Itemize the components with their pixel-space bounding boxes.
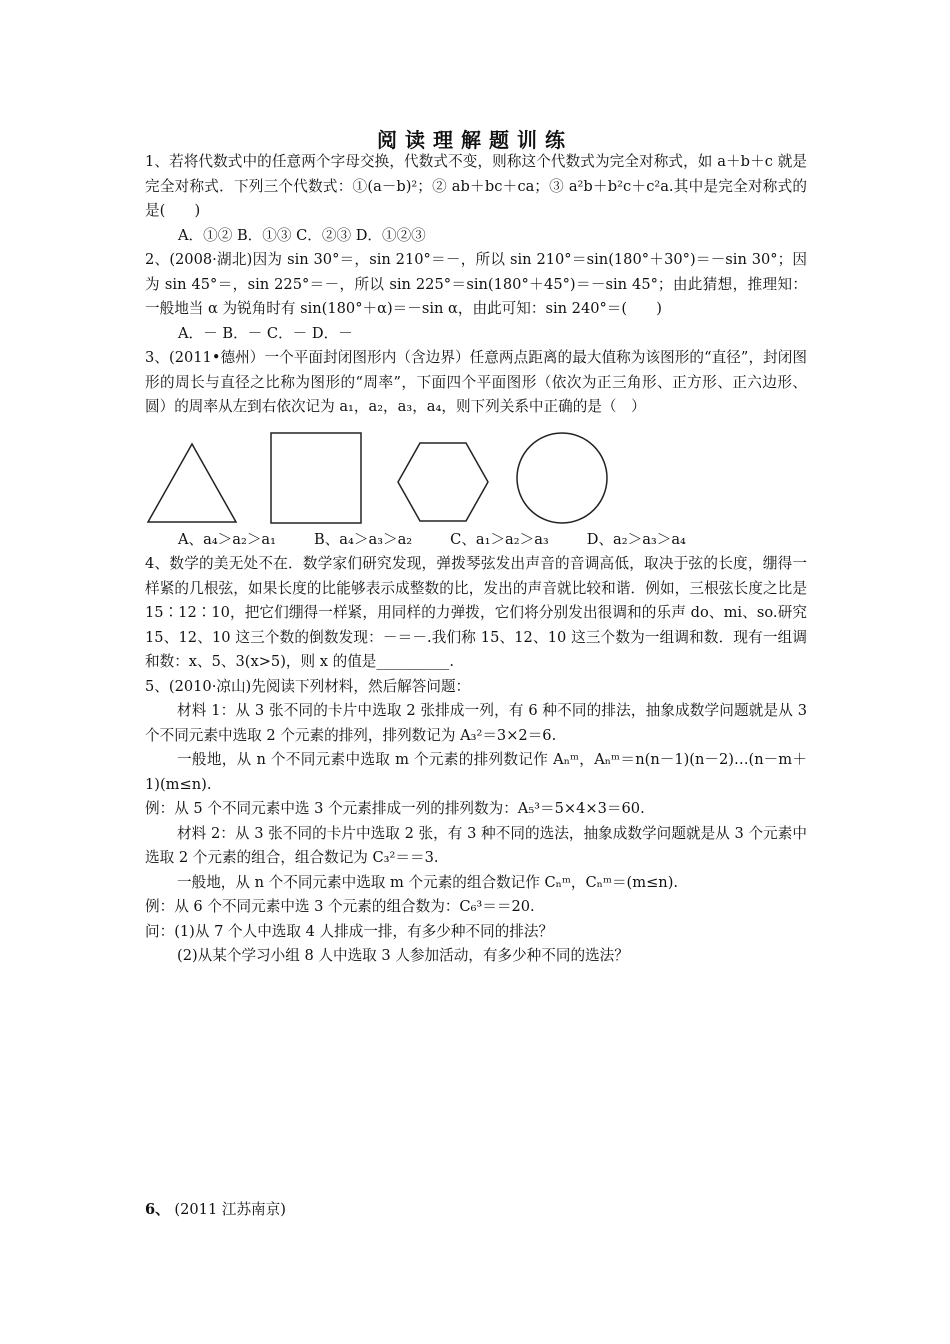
question-5-ask-1: 问：(1)从 7 个人中选取 4 人排成一排，有多少种不同的排法？ [145, 922, 554, 940]
option-c: C、a₁＞a₂＞a₃ [450, 530, 549, 548]
question-5-intro: 5、(2010·凉山)先阅读下列材料，然后解答问题： [145, 677, 471, 695]
question-2-text: 2、(2008·湖北)因为 sin 30°＝，sin 210°＝－，所以 sin 210°＝sin(180°＋30°)＝－sin 30°；因为 sin 45°＝，sin 225°＝－，所以 sin 225°＝sin(180°＋45°)＝－sin 45°；由此猜想，推理知：一般地当 α 为锐角时有 sin(180°＋α)＝－sin α，由此可知：sin 240°＝( ) [145, 251, 807, 317]
option-d: D、a₂＞a₃＞a₄ [586, 530, 686, 548]
material-2: 材料 2：从 3 张不同的卡片中选取 2 张，有 3 种不同的选法，抽象成数学问题就是从 3 个元素中选取 2 个元素的组合，组合数记为 C₃²＝＝3. [145, 824, 807, 866]
question-6-text: (2011 江苏南京) [174, 1201, 286, 1218]
circle-figure [514, 430, 610, 526]
triangle-figure [145, 440, 239, 526]
question-4-text: 4、数学的美无处不在．数学家们研究发现，弹拨琴弦发出声音的音调高低，取决于弦的长度，绷得一样紧的几根弦，如果长度的比能够表示成整数的比，发出的声音就比较和谐．例如，三根弦长度之比是 15∶12∶10，把它们绷得一样紧，用同样的力弹拨，它们将分别发出很调和的乐声 do、mi、so.研究 15、12、10 这三个数的倒数发现：－＝－.我们称 15、12、10 这三个数为一组调和数．现有一组调和数：x、5、3(x>5)，则 x 的值是__________. [145, 555, 807, 670]
option-b: B、a₄＞a₃＞a₂ [313, 530, 413, 548]
square-figure [268, 430, 364, 526]
figure-shapes [145, 430, 807, 530]
example-1: 例：从 5 个不同元素中选 3 个元素排成一列的排列数为：A₅³＝5×4×3＝60. [145, 800, 645, 817]
question-2-options: A．－ B．－ C．－ D．－ [178, 324, 353, 342]
question-6-number: 6、 [145, 1201, 170, 1218]
question-3-options [145, 528, 807, 553]
example-2: 例：从 6 个不同元素中选 3 个元素的组合数为：C₆³＝＝20. [145, 898, 535, 915]
general-1: 一般地，从 n 个不同元素中选取 m 个元素的排列数记作 Aₙᵐ，Aₙᵐ＝n(n－1)(n－2)…(n－m＋1)(m≤n). [145, 751, 807, 793]
question-1-text: 1、若将代数式中的任意两个字母交换，代数式不变，则称这个代数式为完全对称式，如 a＋b＋c 就是完全对称式．下列三个代数式：①(a－b)²；② ab＋bc＋ca；③ a²b＋b²c＋c²a.其中是完全对称式的是( ) [145, 153, 807, 219]
question-5-ask-2: (2)从某个学习小组 8 人中选取 3 人参加活动，有多少种不同的选法？ [177, 947, 629, 964]
question-6 [145, 1198, 286, 1219]
general-2: 一般地，从 n 个不同元素中选取 m 个元素的组合数记作 Cₙᵐ，Cₙᵐ＝(m≤n). [177, 873, 679, 891]
hexagon-figure [395, 440, 491, 524]
material-1: 材料 1：从 3 张不同的卡片中选取 2 张排成一列，有 6 种不同的排法，抽象成数学问题就是从 3 个不同元素中选取 2 个元素的排列，排列数记为 A₃²＝3×2＝6. [145, 702, 807, 744]
question-3-text: 3、(2011•德州）一个平面封闭图形内（含边界）任意两点距离的最大值称为该图形的“直径”，封闭图形的周长与直径之比称为图形的“周率”，下面四个平面图形（依次为正三角形、正方形、正六边形、圆）的周率从左到右依次记为 a₁，a₂，a₃，a₄，则下列关系中正确的是（ ） [145, 349, 807, 415]
question-1-options: A．①② B．①③ C．②③ D．①②③ [178, 226, 426, 244]
page-title: 阅读理解题训练 [377, 128, 573, 152]
option-a: A、a₄＞a₂＞a₁ [178, 530, 276, 548]
content-body [145, 150, 807, 969]
